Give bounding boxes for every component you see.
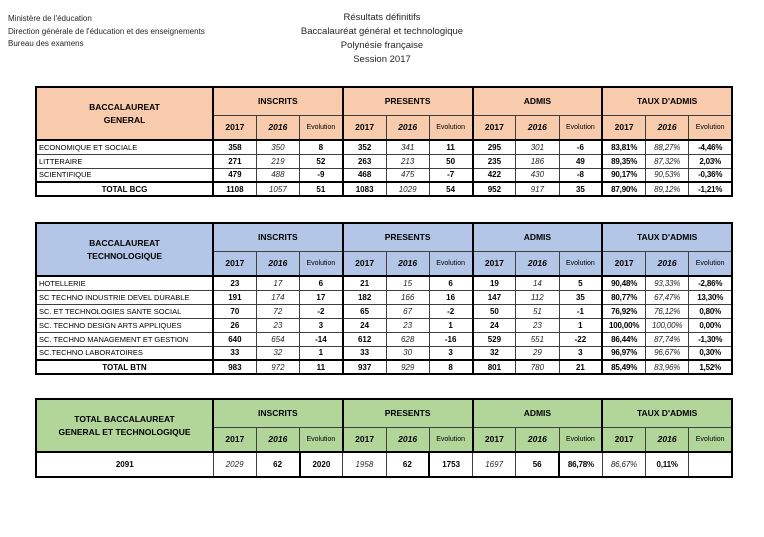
total-row — [36, 360, 732, 374]
value-cell: 83,81% — [602, 140, 645, 154]
value-cell: 33 — [213, 346, 256, 360]
value-cell: 51 — [516, 304, 559, 318]
table-row — [36, 276, 732, 290]
value-cell: 186 — [516, 154, 559, 168]
value-cell: 1 — [429, 318, 472, 332]
value-cell: 235 — [473, 154, 516, 168]
value-cell: 422 — [473, 168, 516, 182]
sub-header-2017: 2017 — [213, 427, 256, 452]
group-header-taux-d-admis: TAUX D'ADMIS — [602, 399, 732, 427]
value-cell: 6 — [300, 276, 343, 290]
value-cell: 475 — [386, 168, 429, 182]
value-cell: 1697 — [473, 452, 516, 477]
value-cell: 929 — [386, 360, 429, 374]
value-cell: 112 — [516, 290, 559, 304]
value-cell: -2 — [300, 304, 343, 318]
value-cell: 89,35% — [602, 154, 645, 168]
row-label: ECONOMIQUE ET SOCIALE — [36, 140, 213, 154]
value-cell: 72 — [256, 304, 299, 318]
value-cell: -6 — [559, 140, 602, 154]
sub-header-2017: 2017 — [473, 115, 516, 140]
value-cell: -7 — [429, 168, 472, 182]
sub-header-evolution: Evolution — [300, 115, 343, 140]
table-header — [36, 399, 732, 452]
sub-header-evolution: Evolution — [689, 251, 732, 276]
value-cell: 612 — [343, 332, 386, 346]
value-cell: -1 — [559, 304, 602, 318]
table-title-line-2: GENERAL — [103, 114, 146, 125]
document-title — [0, 11, 764, 67]
value-cell: 90,53% — [646, 168, 689, 182]
value-cell: 90,17% — [602, 168, 645, 182]
value-cell: 166 — [386, 290, 429, 304]
value-cell: 56 — [516, 452, 559, 477]
value-cell: 32 — [256, 346, 299, 360]
value-cell: 1108 — [213, 182, 256, 196]
value-cell: 23 — [386, 318, 429, 332]
value-cell: 35 — [559, 182, 602, 196]
ministry-line-2: Direction générale de l'éducation et des enseignements — [8, 26, 205, 36]
value-cell: 16 — [429, 290, 472, 304]
value-cell: 86,78% — [559, 452, 602, 477]
sub-header-2016: 2016 — [256, 427, 299, 452]
value-cell: 972 — [256, 360, 299, 374]
value-cell: 917 — [516, 182, 559, 196]
value-cell: 80,77% — [602, 290, 645, 304]
table-title-line-1: BACCALAUREAT — [89, 101, 160, 112]
value-cell: 89,12% — [646, 182, 689, 196]
total-label: TOTAL BCG — [36, 182, 213, 196]
value-cell: 2,03% — [689, 154, 732, 168]
value-cell: 2020 — [300, 452, 343, 477]
row-label: HOTELLERIE — [36, 276, 213, 290]
row-label: SC. TECHNO MANAGEMENT ET GESTION — [36, 332, 213, 346]
value-cell: 17 — [256, 276, 299, 290]
sub-header-2017: 2017 — [602, 427, 645, 452]
sub-header-evolution: Evolution — [559, 251, 602, 276]
value-cell: 430 — [516, 168, 559, 182]
table-row — [36, 140, 732, 154]
table-title-cell — [36, 223, 213, 276]
title-line-1: Résultats définitifs — [343, 12, 421, 23]
value-cell: 85,49% — [602, 360, 645, 374]
sub-header-evolution: Evolution — [429, 427, 472, 452]
value-cell: 23 — [213, 276, 256, 290]
sub-header-evolution: Evolution — [429, 251, 472, 276]
value-cell: 21 — [559, 360, 602, 374]
row-label: SC TECHNO INDUSTRIE DEVEL DURABLE — [36, 290, 213, 304]
table-title-line-1: BACCALAUREAT — [89, 237, 160, 248]
value-cell: 96,97% — [602, 346, 645, 360]
table-total-baccalaureat — [35, 398, 733, 478]
title-line-2: Baccalauréat général et technologique — [300, 26, 464, 37]
value-cell: 952 — [473, 182, 516, 196]
value-cell: 628 — [386, 332, 429, 346]
table-row — [36, 346, 732, 360]
value-cell: 529 — [473, 332, 516, 346]
value-cell: -22 — [559, 332, 602, 346]
group-header-presents: PRESENTS — [343, 399, 473, 427]
sub-header-2017: 2017 — [473, 251, 516, 276]
value-cell: 0,11% — [646, 452, 689, 477]
table-row — [36, 332, 732, 346]
value-cell: 174 — [256, 290, 299, 304]
value-cell: 488 — [256, 168, 299, 182]
sub-header-evolution: Evolution — [689, 427, 732, 452]
value-cell: 191 — [213, 290, 256, 304]
value-cell: 62 — [256, 452, 299, 477]
title-line-4: Session 2017 — [353, 54, 411, 65]
value-cell: 49 — [559, 154, 602, 168]
value-cell: 1083 — [343, 182, 386, 196]
value-cell: 1 — [559, 318, 602, 332]
value-cell: 23 — [256, 318, 299, 332]
table-header — [36, 87, 732, 140]
value-cell: 67 — [386, 304, 429, 318]
value-cell: -4,46% — [689, 140, 732, 154]
value-cell: 100,00% — [646, 318, 689, 332]
value-cell: 213 — [386, 154, 429, 168]
total-row — [36, 182, 732, 196]
ministry-line-1: Ministère de l'éducation — [8, 14, 92, 23]
table-title-cell — [36, 399, 213, 452]
sub-header-2017: 2017 — [343, 251, 386, 276]
sub-header-2016: 2016 — [256, 251, 299, 276]
table-body — [36, 452, 732, 477]
group-header-row — [36, 399, 732, 427]
value-cell: 301 — [516, 140, 559, 154]
value-cell: 50 — [473, 304, 516, 318]
group-header-taux-d-admis: TAUX D'ADMIS — [602, 223, 732, 251]
table-title-cell — [36, 87, 213, 140]
value-cell: 15 — [386, 276, 429, 290]
value-cell: 3 — [300, 318, 343, 332]
value-cell: 50 — [429, 154, 472, 168]
group-header-presents: PRESENTS — [343, 87, 473, 115]
value-cell: 0,00% — [689, 318, 732, 332]
table-title-line-2: GENERAL ET TECHNOLOGIQUE — [58, 426, 191, 437]
value-cell: -2,86% — [689, 276, 732, 290]
table-title-line-2: TECHNOLOGIQUE — [86, 250, 163, 261]
value-cell: 6 — [429, 276, 472, 290]
value-cell: 780 — [516, 360, 559, 374]
sub-header-2017: 2017 — [343, 115, 386, 140]
value-cell: 1958 — [343, 452, 386, 477]
value-cell: 93,33% — [646, 276, 689, 290]
value-cell: 147 — [473, 290, 516, 304]
value-cell: 350 — [256, 140, 299, 154]
value-cell: 654 — [256, 332, 299, 346]
value-cell: 640 — [213, 332, 256, 346]
group-header-admis: ADMIS — [473, 223, 603, 251]
value-cell: -14 — [300, 332, 343, 346]
value-cell: 1,52% — [689, 360, 732, 374]
sub-header-2017: 2017 — [602, 115, 645, 140]
sub-header-2017: 2017 — [213, 251, 256, 276]
value-cell: 358 — [213, 140, 256, 154]
value-cell: 263 — [343, 154, 386, 168]
value-cell: 29 — [516, 346, 559, 360]
value-cell: 100,00% — [602, 318, 645, 332]
value-cell: 2091 — [36, 452, 213, 477]
value-cell: 801 — [473, 360, 516, 374]
table-header — [36, 223, 732, 276]
value-cell: 30 — [386, 346, 429, 360]
table-baccalaureat-general — [35, 86, 733, 197]
sub-header-evolution: Evolution — [300, 427, 343, 452]
table-title-line-1: TOTAL BACCALAUREAT — [74, 413, 175, 424]
table-body — [36, 140, 732, 196]
group-header-inscrits: INSCRITS — [213, 399, 343, 427]
value-cell: 76,12% — [646, 304, 689, 318]
value-cell: 182 — [343, 290, 386, 304]
value-cell: 17 — [300, 290, 343, 304]
value-cell: 76,92% — [602, 304, 645, 318]
sub-header-2016: 2016 — [386, 427, 429, 452]
sub-header-2017: 2017 — [343, 427, 386, 452]
group-header-presents: PRESENTS — [343, 223, 473, 251]
group-header-admis: ADMIS — [473, 399, 603, 427]
sub-header-2016: 2016 — [516, 427, 559, 452]
sub-header-2016: 2016 — [386, 251, 429, 276]
value-cell: 21 — [343, 276, 386, 290]
value-cell: 87,32% — [646, 154, 689, 168]
row-label: SC. TECHNO DESIGN ARTS APPLIQUES — [36, 318, 213, 332]
table-body — [36, 276, 732, 374]
value-cell: 11 — [300, 360, 343, 374]
value-cell: -1,21% — [689, 182, 732, 196]
table-baccalaureat-technologique — [35, 222, 733, 375]
table-row — [36, 452, 732, 477]
value-cell: 88,27% — [646, 140, 689, 154]
row-label: SCIENTIFIQUE — [36, 168, 213, 182]
value-cell: 35 — [559, 290, 602, 304]
value-cell: 87,90% — [602, 182, 645, 196]
value-cell: 219 — [256, 154, 299, 168]
value-cell: 295 — [473, 140, 516, 154]
value-cell: 52 — [300, 154, 343, 168]
value-cell: 0,80% — [689, 304, 732, 318]
sub-header-2016: 2016 — [646, 115, 689, 140]
value-cell: 33 — [343, 346, 386, 360]
sub-header-evolution: Evolution — [559, 427, 602, 452]
sub-header-evolution: Evolution — [689, 115, 732, 140]
value-cell: 67,47% — [646, 290, 689, 304]
value-cell: 14 — [516, 276, 559, 290]
table-row — [36, 304, 732, 318]
row-label: LITTERAIRE — [36, 154, 213, 168]
value-cell: 54 — [429, 182, 472, 196]
value-cell: -8 — [559, 168, 602, 182]
total-label: TOTAL BTN — [36, 360, 213, 374]
value-cell: -9 — [300, 168, 343, 182]
sub-header-2017: 2017 — [602, 251, 645, 276]
value-cell: 13,30% — [689, 290, 732, 304]
value-cell: 1753 — [429, 452, 472, 477]
value-cell: 341 — [386, 140, 429, 154]
sub-header-2016: 2016 — [256, 115, 299, 140]
value-cell: 3 — [429, 346, 472, 360]
table-row — [36, 154, 732, 168]
sub-header-2017: 2017 — [473, 427, 516, 452]
value-cell: 86,44% — [602, 332, 645, 346]
title-line-3: Polynésie française — [340, 40, 424, 51]
value-cell: 5 — [559, 276, 602, 290]
value-cell: 2029 — [213, 452, 256, 477]
value-cell: 62 — [386, 452, 429, 477]
value-cell: 11 — [429, 140, 472, 154]
sub-header-2016: 2016 — [386, 115, 429, 140]
sub-header-evolution: Evolution — [429, 115, 472, 140]
value-cell: 32 — [473, 346, 516, 360]
value-cell: -0,36% — [689, 168, 732, 182]
sub-header-evolution: Evolution — [559, 115, 602, 140]
row-label: SC. ET TECHNOLOGIES SANTE SOCIAL — [36, 304, 213, 318]
sub-header-2016: 2016 — [516, 251, 559, 276]
group-header-row — [36, 87, 732, 115]
value-cell: 90,48% — [602, 276, 645, 290]
value-cell: 3 — [559, 346, 602, 360]
value-cell: 65 — [343, 304, 386, 318]
value-cell: 0,30% — [689, 346, 732, 360]
value-cell: 352 — [343, 140, 386, 154]
group-header-inscrits: INSCRITS — [213, 223, 343, 251]
group-header-admis: ADMIS — [473, 87, 603, 115]
value-cell: 70 — [213, 304, 256, 318]
value-cell: -2 — [429, 304, 472, 318]
group-header-row — [36, 223, 732, 251]
value-cell: 26 — [213, 318, 256, 332]
sub-header-2016: 2016 — [646, 251, 689, 276]
row-label: SC.TECHNO LABORATOIRES — [36, 346, 213, 360]
value-cell: 8 — [429, 360, 472, 374]
value-cell: 1 — [300, 346, 343, 360]
value-cell: 83,96% — [646, 360, 689, 374]
sub-header-2016: 2016 — [516, 115, 559, 140]
value-cell: 87,74% — [646, 332, 689, 346]
value-cell: 1057 — [256, 182, 299, 196]
value-cell: 24 — [473, 318, 516, 332]
value-cell: 86,67% — [602, 452, 645, 477]
value-cell: 271 — [213, 154, 256, 168]
value-cell: 24 — [343, 318, 386, 332]
value-cell: 96,67% — [646, 346, 689, 360]
table-row — [36, 290, 732, 304]
value-cell: 1029 — [386, 182, 429, 196]
group-header-taux-d-admis: TAUX D'ADMIS — [602, 87, 732, 115]
value-cell: 19 — [473, 276, 516, 290]
value-cell: 23 — [516, 318, 559, 332]
value-cell: -1,30% — [689, 332, 732, 346]
table-row — [36, 168, 732, 182]
value-cell: 8 — [300, 140, 343, 154]
value-cell: 468 — [343, 168, 386, 182]
group-header-inscrits: INSCRITS — [213, 87, 343, 115]
sub-header-evolution: Evolution — [300, 251, 343, 276]
value-cell: 983 — [213, 360, 256, 374]
table-row — [36, 318, 732, 332]
value-cell: 479 — [213, 168, 256, 182]
value-cell: 937 — [343, 360, 386, 374]
sub-header-2016: 2016 — [646, 427, 689, 452]
ministry-line-3: Bureau des examens — [8, 39, 84, 48]
sub-header-2017: 2017 — [213, 115, 256, 140]
value-cell: 51 — [300, 182, 343, 196]
value-cell: -16 — [429, 332, 472, 346]
value-cell: 551 — [516, 332, 559, 346]
